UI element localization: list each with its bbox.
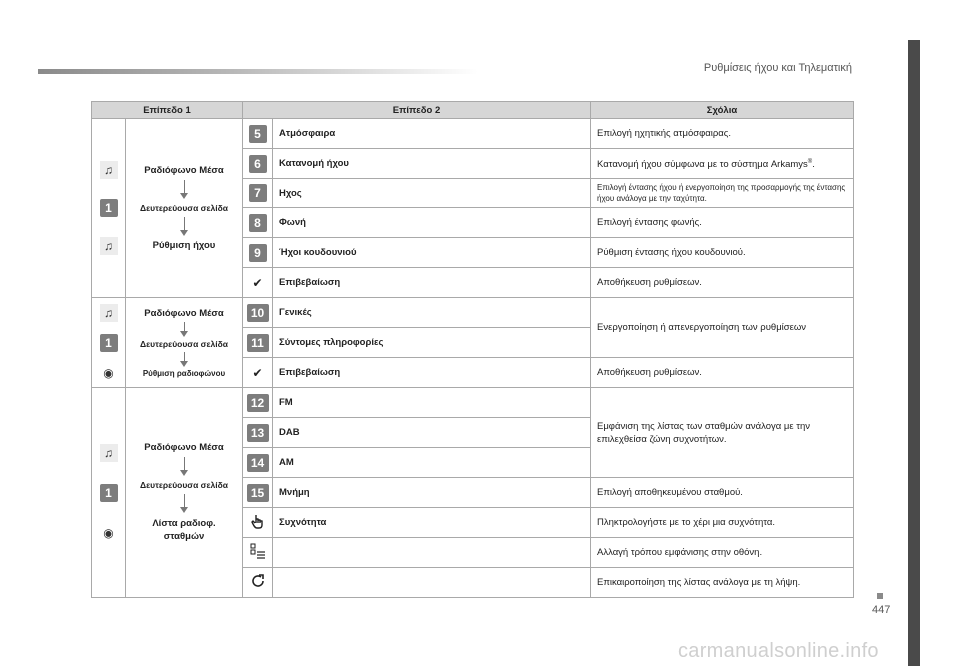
down-arrow-icon: [184, 457, 185, 471]
level1-radio-media: Ραδιόφωνο Μέσα: [144, 307, 224, 319]
level1-radio-media: Ραδιόφωνο Μέσα: [144, 165, 224, 176]
table-row: [92, 388, 854, 418]
music-note-icon: ♫: [100, 444, 118, 462]
row-comment: Κατανομή ήχου σύμφωνα με το σύστημα Arkamys®.: [591, 149, 854, 179]
row-comment: Επιλογή ηχητικής ατμόσφαιρας.: [591, 119, 854, 149]
music-note-icon: ♫: [100, 304, 118, 322]
section1-level1: [126, 119, 243, 298]
hand-tap-icon: [249, 512, 267, 530]
row-comment: Επιλογή έντασης ήχου ή ενεργοποίηση της προσαρμογής της έντασης ήχου ανάλογα με την ταχύτητα.: [591, 179, 854, 208]
row-label: [273, 568, 591, 598]
down-arrow-icon: [184, 217, 185, 231]
music-settings-icon: ♫: [100, 237, 118, 255]
page-header-title: Ρυθμίσεις ήχου και Τηλεματική: [703, 62, 852, 74]
row-comment: Αποθήκευση ρυθμίσεων.: [591, 268, 854, 298]
checkmark-icon: ✔: [252, 365, 263, 380]
page-marker: [877, 593, 883, 599]
display-mode-icon: [249, 542, 267, 560]
header-level2: Επίπεδο 2: [243, 102, 591, 119]
section2-level1: [126, 298, 243, 388]
down-arrow-icon: [184, 180, 185, 194]
step-badge: 13: [247, 424, 269, 442]
step-badge: 5: [249, 125, 267, 143]
section3-icons: [92, 388, 126, 598]
row-label: [273, 538, 591, 568]
table-row: [92, 298, 854, 328]
row-label: Συχνότητα: [273, 508, 591, 538]
row-comment: Πληκτρολογήστε με το χέρι μια συχνότητα.: [591, 508, 854, 538]
level1-secondary-page: Δευτερεύουσα σελίδα: [139, 338, 229, 349]
section3-level1: [126, 388, 243, 598]
row-label: Σύντομες πληροφορίες: [273, 328, 591, 358]
row-label: Επιβεβαίωση: [273, 268, 591, 298]
watermark: carmanualsonline.info: [678, 640, 879, 662]
down-arrow-icon: [184, 352, 185, 362]
step-badge: 1: [100, 484, 118, 502]
row-label: FM: [273, 388, 591, 418]
checkmark-icon: ✔: [252, 275, 263, 290]
step-badge: 8: [249, 214, 267, 232]
row-label: Ήχοι κουδουνιού: [273, 238, 591, 268]
step-badge: 10: [247, 304, 269, 322]
row-label: Μνήμη: [273, 478, 591, 508]
row-label: Επιβεβαίωση: [273, 358, 591, 388]
row-label: Φωνή: [273, 208, 591, 238]
level1-secondary-page: Δευτερεύουσα σελίδα: [139, 480, 229, 490]
step-badge: 1: [100, 334, 118, 352]
header-comments: Σχόλια: [591, 102, 854, 119]
header-gradient-bar: [38, 69, 478, 74]
music-note-icon: ♫: [100, 161, 118, 179]
radio-list-icon: ◉: [103, 525, 114, 540]
step-badge: 9: [249, 244, 267, 262]
row-label: DAB: [273, 418, 591, 448]
level1-station-list: Λίστα ραδιοφ. σταθμών: [152, 518, 216, 542]
row-comment: Επιλογή έντασης φωνής.: [591, 208, 854, 238]
section2-icons: [92, 298, 126, 388]
step-badge: 1: [100, 199, 118, 217]
step-badge: 6: [249, 155, 267, 173]
down-arrow-icon: [184, 322, 185, 332]
table-header-row: [92, 102, 854, 119]
down-arrow-icon: [184, 494, 185, 508]
refresh-icon: [249, 572, 267, 590]
header-level1: Επίπεδο 1: [92, 102, 243, 119]
side-strip: [908, 40, 920, 666]
radio-settings-icon: ◉: [103, 365, 114, 380]
row-comment: Επιλογή αποθηκευμένου σταθμού.: [591, 478, 854, 508]
section1-icons: [92, 119, 126, 298]
row-comment: Ρύθμιση έντασης ήχου κουδουνιού.: [591, 238, 854, 268]
step-badge: 11: [247, 334, 269, 352]
row-comment: Εμφάνιση της λίστας των σταθμών ανάλογα με την επιλεχθείσα ζώνη συχνοτήτων.: [591, 388, 854, 478]
row-comment: Επικαιροποίηση της λίστας ανάλογα με τη λήψη.: [591, 568, 854, 598]
row-label: AM: [273, 448, 591, 478]
row-label: Γενικές: [273, 298, 591, 328]
step-badge: 14: [247, 454, 269, 472]
step-badge: 12: [247, 394, 269, 412]
level1-sound-settings: Ρύθμιση ήχου: [152, 240, 216, 251]
level1-radio-media: Ραδιόφωνο Μέσα: [144, 442, 224, 453]
row-comment: Αποθήκευση ρυθμίσεων.: [591, 358, 854, 388]
row-label: Ηχος: [273, 179, 591, 208]
settings-table: [91, 101, 854, 598]
row-comment: Αλλαγή τρόπου εμφάνισης στην οθόνη.: [591, 538, 854, 568]
row-label: Κατανομή ήχου: [273, 149, 591, 179]
row-comment: Ενεργοποίηση ή απενεργοποίηση των ρυθμίσεων: [591, 298, 854, 358]
page-number: 447: [872, 604, 891, 616]
table-row: [92, 119, 854, 149]
step-badge: 7: [249, 184, 267, 202]
row-label: Ατμόσφαιρα: [273, 119, 591, 149]
level1-secondary-page: Δευτερεύουσα σελίδα: [139, 203, 229, 213]
step-badge: 15: [247, 484, 269, 502]
level1-radio-settings: Ρύθμιση ραδιοφώνου: [142, 368, 226, 378]
